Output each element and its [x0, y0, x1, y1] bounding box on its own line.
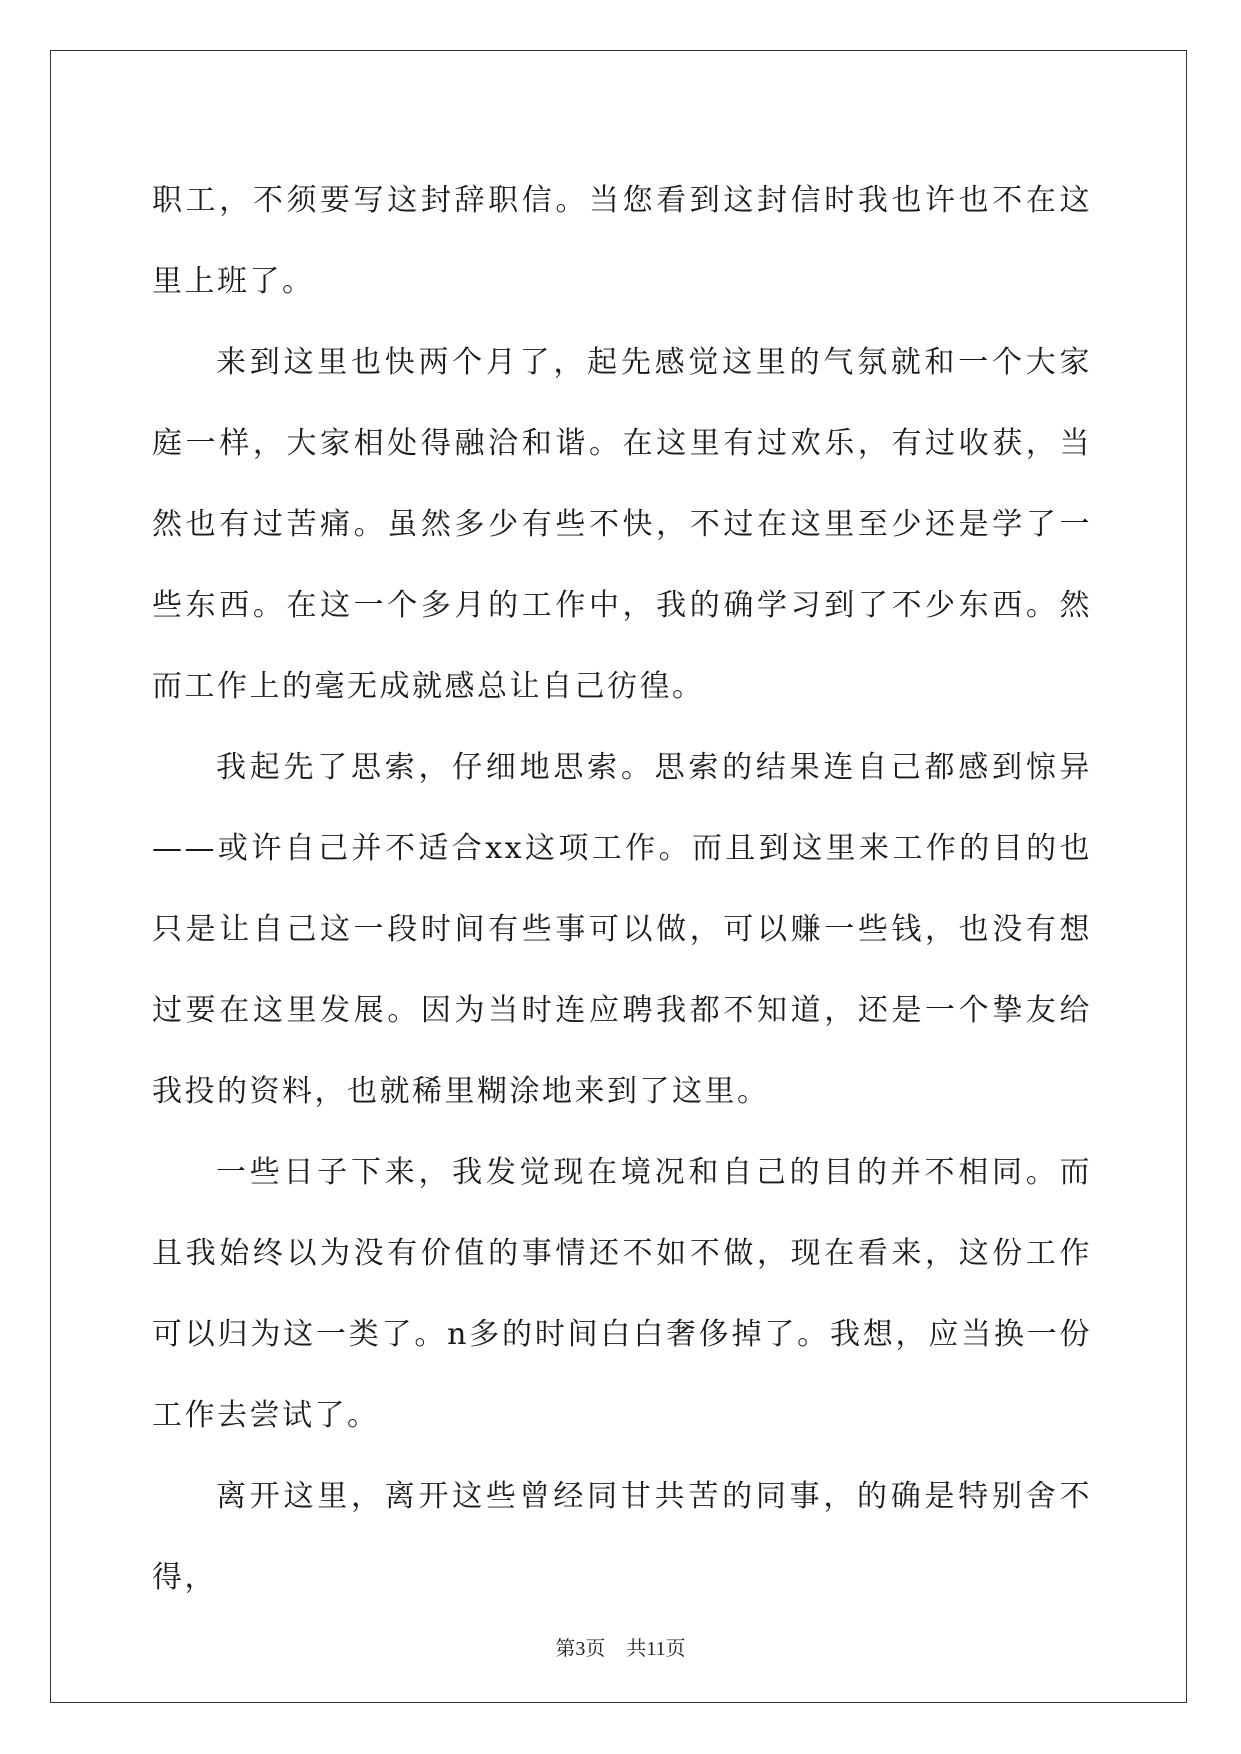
- paragraph: 来到这里也快两个月了，起先感觉这里的气氛就和一个大家庭一样，大家相处得融洽和谐。在这里有过欢乐，有过收获，当然也有过苦痛。虽然多少有些不快，不过在这里至少还是学了一些东西。在这一个多月的工作中，我的确学习到了不少东西。然而工作上的毫无成就感总让自己彷徨。: [152, 345, 1092, 704]
- paragraph: 离开这里，离开这些曾经同甘共苦的同事，的确是特别舍不得，: [152, 1479, 1092, 1595]
- page-total: 共11页: [626, 1638, 686, 1660]
- document-body: [152, 160, 1092, 1618]
- paragraph: 我起先了思索，仔细地思索。思索的结果连自己都感到惊异——或许自己并不适合xx这项工作。而且到这里来工作的目的也只是让自己这一段时间有些事可以做，可以赚一些钱，也没有想过要在这里发展。因为当时连应聘我都不知道，还是一个挚友给我投的资料，也就稀里糊涂地来到了这里。: [152, 750, 1092, 1109]
- page-number: 第3页: [555, 1638, 606, 1660]
- paragraph: 职工，不须要写这封辞职信。当您看到这封信时我也许也不在这里上班了。: [152, 183, 1092, 299]
- paragraph: 一些日子下来，我发觉现在境况和自己的目的并不相同。而且我始终以为没有价值的事情还不如不做，现在看来，这份工作可以归为这一类了。n多的时间白白奢侈掉了。我想，应当换一份工作去尝试了。: [152, 1155, 1092, 1433]
- page-footer: [0, 1632, 1241, 1661]
